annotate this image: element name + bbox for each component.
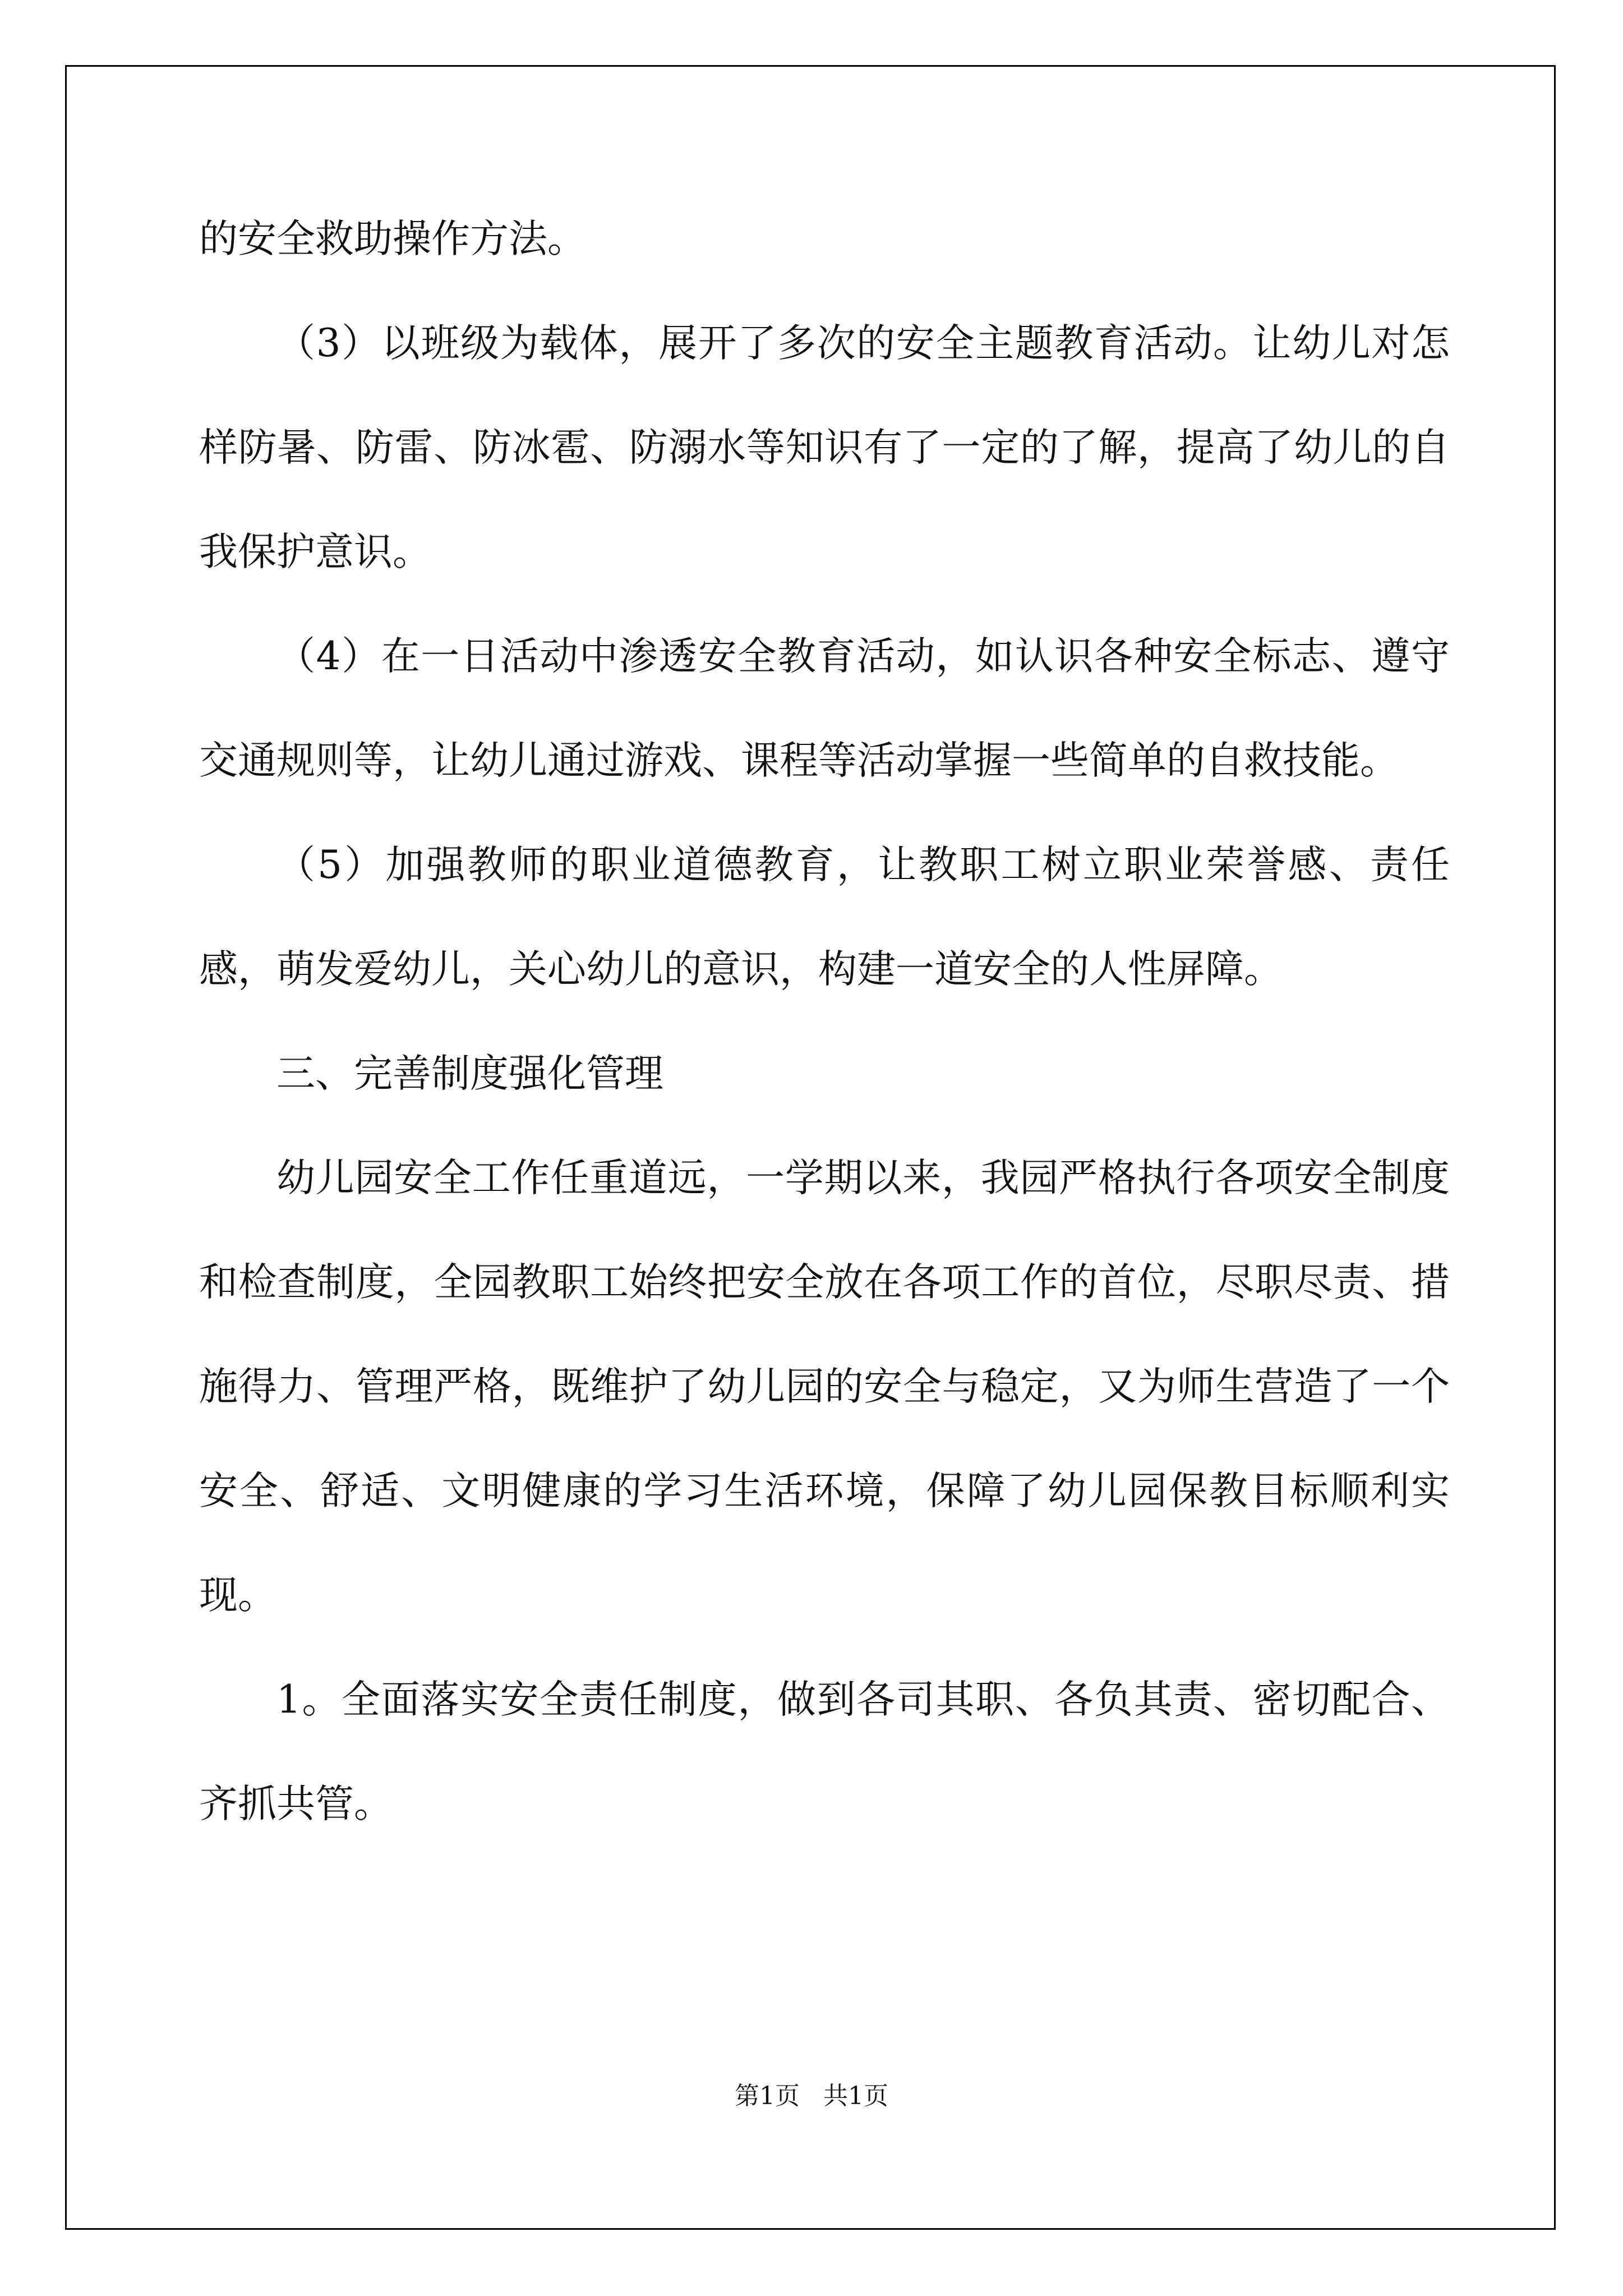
paragraph-4: （5）加强教师的职业道德教育，让教职工树立职业荣誉感、责任感，萌发爱幼儿，关心幼儿的意识，构建一道安全的人性屏障。 bbox=[199, 843, 1450, 992]
paragraph-2: （3）以班级为载体，展开了多次的安全主题教育活动。让幼儿对怎样防暑、防雷、防冰雹、防溺水等知识有了一定的了解，提高了幼儿的自我保护意识。 bbox=[199, 321, 1450, 574]
document-body bbox=[199, 187, 1450, 1856]
section-heading: 三、完善制度强化管理 bbox=[276, 1051, 663, 1096]
paragraph-5: 幼儿园安全工作任重道远，一学期以来，我园严格执行各项安全制度和检查制度，全园教职工始终把安全放在各项工作的首位，尽职尽责、措施得力、管理严格，既维护了幼儿园的安全与稳定，又为师生营造了一个安全、舒适、文明健康的学习生活环境，保障了幼儿园保教目标顺利实现。 bbox=[199, 1156, 1450, 1618]
page-number-footer: 第1页 共1页 bbox=[735, 2082, 888, 2110]
paragraph-3: （4）在一日活动中渗透安全教育活动，如认识各种安全标志、遵守交通规则等，让幼儿通过游戏、课程等活动掌握一些简单的自救技能。 bbox=[199, 634, 1450, 783]
paragraph-6: 1。全面落实安全责任制度，做到各司其职、各负其责、密切配合、齐抓共管。 bbox=[199, 1677, 1450, 1826]
paragraph-1: 的安全救助操作方法。 bbox=[199, 217, 586, 261]
